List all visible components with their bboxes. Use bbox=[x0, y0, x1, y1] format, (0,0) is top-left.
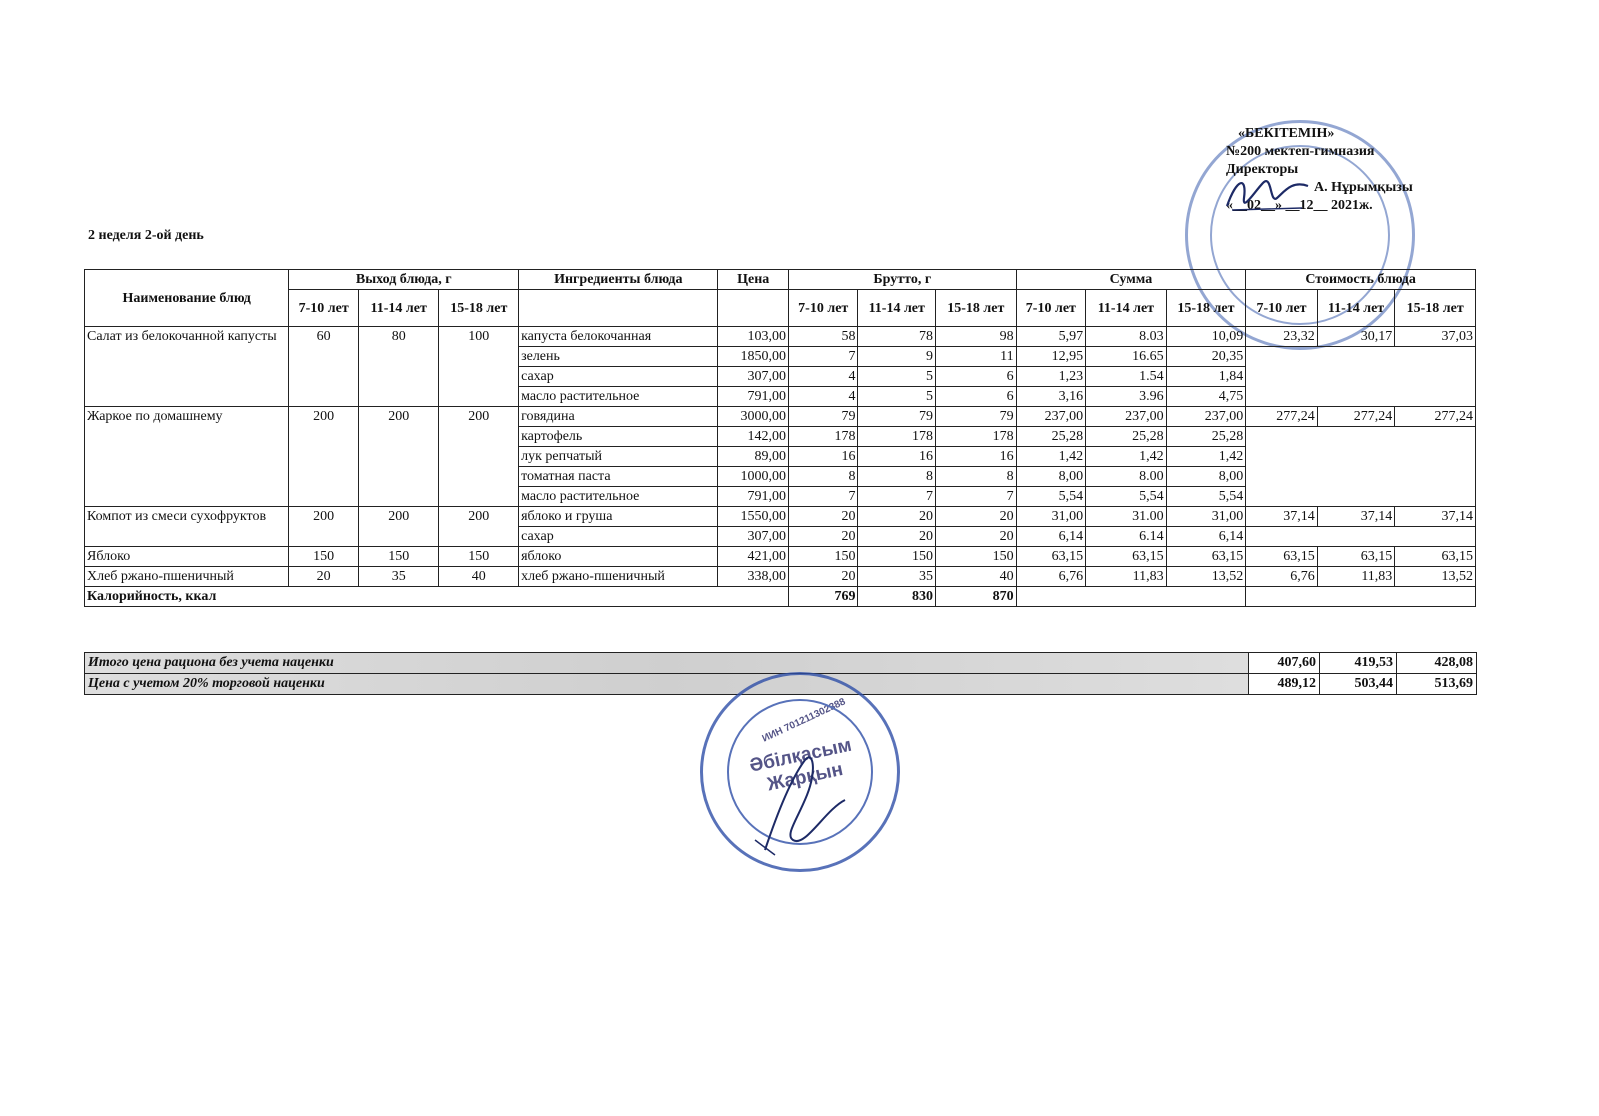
totals-value: 489,12 bbox=[1249, 674, 1320, 695]
ingredient-sum: 16.65 bbox=[1086, 347, 1167, 367]
ingredient-sum: 20,35 bbox=[1166, 347, 1246, 367]
dish-cost: 30,17 bbox=[1317, 327, 1395, 347]
ingredient-sum: 6.14 bbox=[1086, 527, 1167, 547]
ingredient-price: 142,00 bbox=[718, 427, 789, 447]
ingredient-name: сахар bbox=[519, 367, 718, 387]
ingredient-sum: 5,54 bbox=[1016, 487, 1085, 507]
ingredient-name: зелень bbox=[519, 347, 718, 367]
ingredient-brutto: 4 bbox=[788, 367, 857, 387]
ingredient-brutto: 9 bbox=[858, 347, 936, 367]
header-output-age2: 11-14 лет bbox=[358, 290, 439, 327]
dish-output: 60 bbox=[289, 327, 358, 407]
director-signature bbox=[1222, 168, 1312, 218]
ingredient-brutto: 20 bbox=[788, 507, 857, 527]
header-brutto-age3: 15-18 лет bbox=[936, 290, 1017, 327]
ingredient-brutto: 7 bbox=[788, 347, 857, 367]
dish-name: Яблоко bbox=[85, 547, 289, 567]
ingredient-brutto: 20 bbox=[788, 527, 857, 547]
ingredient-brutto: 5 bbox=[858, 367, 936, 387]
totals-value: 428,08 bbox=[1397, 653, 1477, 674]
ingredient-sum: 6,14 bbox=[1016, 527, 1085, 547]
header-dish: Наименование блюд bbox=[85, 270, 289, 327]
calories-label: Калорийность, ккал bbox=[85, 587, 789, 607]
ingredient-sum: 3.96 bbox=[1086, 387, 1167, 407]
header-ingredients-blank bbox=[519, 290, 718, 327]
ingredient-price: 1000,00 bbox=[718, 467, 789, 487]
calories-value: 769 bbox=[788, 587, 857, 607]
dish-output: 200 bbox=[439, 507, 519, 547]
ingredient-sum: 8.03 bbox=[1086, 327, 1167, 347]
ingredient-name: сахар bbox=[519, 527, 718, 547]
dish-output: 150 bbox=[358, 547, 439, 567]
ingredient-brutto: 79 bbox=[858, 407, 936, 427]
dish-name: Хлеб ржано-пшеничный bbox=[85, 567, 289, 587]
ingredient-name: томатная паста bbox=[519, 467, 718, 487]
totals-value: 503,44 bbox=[1320, 674, 1397, 695]
ingredient-brutto: 79 bbox=[788, 407, 857, 427]
ingredient-sum: 6,14 bbox=[1166, 527, 1246, 547]
ingredient-sum: 8,00 bbox=[1016, 467, 1085, 487]
table-row bbox=[85, 327, 1476, 347]
calories-value: 830 bbox=[858, 587, 936, 607]
ingredient-brutto: 20 bbox=[788, 567, 857, 587]
ingredient-brutto: 79 bbox=[936, 407, 1017, 427]
calories-value: 870 bbox=[936, 587, 1017, 607]
table-row bbox=[85, 507, 1476, 527]
dish-output: 80 bbox=[358, 327, 439, 407]
page-subtitle: 2 неделя 2-ой день bbox=[88, 228, 204, 243]
dish-output: 200 bbox=[439, 407, 519, 507]
ingredient-name: хлеб ржано-пшеничный bbox=[519, 567, 718, 587]
ingredient-price: 307,00 bbox=[718, 527, 789, 547]
ingredient-sum: 237,00 bbox=[1166, 407, 1246, 427]
ingredient-sum: 1,23 bbox=[1016, 367, 1085, 387]
dish-output: 40 bbox=[439, 567, 519, 587]
header-cost-age1: 7-10 лет bbox=[1246, 290, 1318, 327]
ingredient-price: 1550,00 bbox=[718, 507, 789, 527]
dish-cost-blank bbox=[1246, 347, 1476, 407]
dish-cost: 37,14 bbox=[1395, 507, 1476, 527]
ingredient-sum: 12,95 bbox=[1016, 347, 1085, 367]
calories-sum-blank bbox=[1016, 587, 1246, 607]
table-row bbox=[85, 407, 1476, 427]
ingredient-brutto: 20 bbox=[858, 507, 936, 527]
ingredient-sum: 8,00 bbox=[1166, 467, 1246, 487]
ingredient-brutto: 5 bbox=[858, 387, 936, 407]
header-brutto-age1: 7-10 лет bbox=[788, 290, 857, 327]
ingredient-brutto: 6 bbox=[936, 367, 1017, 387]
header-output-age3: 15-18 лет bbox=[439, 290, 519, 327]
ingredient-name: яблоко bbox=[519, 547, 718, 567]
ingredient-brutto: 98 bbox=[936, 327, 1017, 347]
approval-school: №200 мектеп-гимназия bbox=[1226, 144, 1375, 159]
header-sum: Сумма bbox=[1016, 270, 1246, 290]
dish-name: Компот из смеси сухофруктов bbox=[85, 507, 289, 547]
dish-cost: 6,76 bbox=[1246, 567, 1318, 587]
dish-output: 150 bbox=[439, 547, 519, 567]
header-sum-age3: 15-18 лет bbox=[1166, 290, 1246, 327]
dish-cost: 63,15 bbox=[1246, 547, 1318, 567]
stamp-iin: ИИН 701211302388 bbox=[760, 696, 848, 745]
dish-cost-blank bbox=[1246, 527, 1476, 547]
ingredient-brutto: 58 bbox=[788, 327, 857, 347]
ingredient-sum: 1,42 bbox=[1086, 447, 1167, 467]
ingredient-brutto: 7 bbox=[936, 487, 1017, 507]
header-row-1 bbox=[85, 270, 1476, 290]
ingredient-brutto: 4 bbox=[788, 387, 857, 407]
ingredient-name: капуста белокочанная bbox=[519, 327, 718, 347]
dish-output: 150 bbox=[289, 547, 358, 567]
ingredient-brutto: 78 bbox=[858, 327, 936, 347]
dish-cost-blank bbox=[1246, 427, 1476, 507]
ingredient-brutto: 16 bbox=[858, 447, 936, 467]
ingredient-name: картофель bbox=[519, 427, 718, 447]
ingredient-brutto: 6 bbox=[936, 387, 1017, 407]
ingredient-brutto: 11 bbox=[936, 347, 1017, 367]
header-ingredients: Ингредиенты блюда bbox=[519, 270, 718, 290]
ingredient-sum: 10,09 bbox=[1166, 327, 1246, 347]
dish-cost: 277,24 bbox=[1317, 407, 1395, 427]
ingredient-price: 307,00 bbox=[718, 367, 789, 387]
ingredient-sum: 63,15 bbox=[1166, 547, 1246, 567]
dish-cost: 37,14 bbox=[1246, 507, 1318, 527]
ingredient-name: масло растительное bbox=[519, 487, 718, 507]
ingredient-sum: 13,52 bbox=[1166, 567, 1246, 587]
header-cost-age2: 11-14 лет bbox=[1317, 290, 1395, 327]
ingredient-sum: 1.54 bbox=[1086, 367, 1167, 387]
ingredient-brutto: 178 bbox=[858, 427, 936, 447]
totals-value: 513,69 bbox=[1397, 674, 1477, 695]
ingredient-brutto: 8 bbox=[936, 467, 1017, 487]
ingredient-name: яблоко и груша bbox=[519, 507, 718, 527]
totals-value: 407,60 bbox=[1249, 653, 1320, 674]
dish-cost: 63,15 bbox=[1395, 547, 1476, 567]
approval-date: «__02__» __12__ 2021ж. bbox=[1226, 198, 1373, 213]
ingredient-sum: 25,28 bbox=[1016, 427, 1085, 447]
ingredient-sum: 31,00 bbox=[1016, 507, 1085, 527]
ingredient-price: 89,00 bbox=[718, 447, 789, 467]
dish-output: 200 bbox=[289, 407, 358, 507]
ingredient-name: лук репчатый bbox=[519, 447, 718, 467]
ingredient-sum: 8.00 bbox=[1086, 467, 1167, 487]
header-cost: Стоимость блюда bbox=[1246, 270, 1476, 290]
totals-row bbox=[85, 653, 1477, 674]
approval-position: Директоры bbox=[1226, 162, 1299, 177]
dish-name: Салат из белокочанной капусты bbox=[85, 327, 289, 407]
table-row bbox=[85, 567, 1476, 587]
dish-cost: 63,15 bbox=[1317, 547, 1395, 567]
approval-title: «БЕКІТЕМІН» bbox=[1238, 126, 1335, 141]
dish-output: 200 bbox=[358, 407, 439, 507]
header-brutto: Брутто, г bbox=[788, 270, 1016, 290]
ingredient-name: говядина bbox=[519, 407, 718, 427]
ingredient-sum: 1,84 bbox=[1166, 367, 1246, 387]
entrepreneur-signature bbox=[735, 740, 875, 860]
header-output: Выход блюда, г bbox=[289, 270, 519, 290]
table-body bbox=[85, 327, 1476, 607]
header-sum-age1: 7-10 лет bbox=[1016, 290, 1085, 327]
calories-row bbox=[85, 587, 1476, 607]
ingredient-price: 103,00 bbox=[718, 327, 789, 347]
dish-cost: 277,24 bbox=[1246, 407, 1318, 427]
ingredient-price: 1850,00 bbox=[718, 347, 789, 367]
ingredient-price: 3000,00 bbox=[718, 407, 789, 427]
dish-cost: 11,83 bbox=[1317, 567, 1395, 587]
ingredient-sum: 31.00 bbox=[1086, 507, 1167, 527]
ingredient-sum: 237,00 bbox=[1016, 407, 1085, 427]
header-output-age1: 7-10 лет bbox=[289, 290, 358, 327]
ingredient-price: 791,00 bbox=[718, 387, 789, 407]
ingredient-sum: 25,28 bbox=[1086, 427, 1167, 447]
ingredient-brutto: 20 bbox=[936, 507, 1017, 527]
dish-output: 100 bbox=[439, 327, 519, 407]
totals-value: 419,53 bbox=[1320, 653, 1397, 674]
ingredient-price: 421,00 bbox=[718, 547, 789, 567]
ingredient-sum: 25,28 bbox=[1166, 427, 1246, 447]
calories-cost-blank bbox=[1246, 587, 1476, 607]
ingredient-brutto: 150 bbox=[858, 547, 936, 567]
ingredient-price: 791,00 bbox=[718, 487, 789, 507]
header-brutto-age2: 11-14 лет bbox=[858, 290, 936, 327]
dish-cost: 37,14 bbox=[1317, 507, 1395, 527]
dish-output: 200 bbox=[289, 507, 358, 547]
ingredient-brutto: 178 bbox=[788, 427, 857, 447]
ingredient-price: 338,00 bbox=[718, 567, 789, 587]
dish-cost: 37,03 bbox=[1395, 327, 1476, 347]
ingredient-sum: 63,15 bbox=[1016, 547, 1085, 567]
menu-table bbox=[84, 269, 1476, 607]
approval-director: А. Нұрымқызы bbox=[1314, 180, 1413, 195]
ingredient-brutto: 8 bbox=[858, 467, 936, 487]
ingredient-sum: 11,83 bbox=[1086, 567, 1167, 587]
ingredient-sum: 31,00 bbox=[1166, 507, 1246, 527]
header-cost-age3: 15-18 лет bbox=[1395, 290, 1476, 327]
dish-cost: 13,52 bbox=[1395, 567, 1476, 587]
dish-cost: 23,32 bbox=[1246, 327, 1318, 347]
ingredient-sum: 6,76 bbox=[1016, 567, 1085, 587]
ingredient-brutto: 7 bbox=[858, 487, 936, 507]
ingredient-brutto: 20 bbox=[936, 527, 1017, 547]
ingredient-name: масло растительное bbox=[519, 387, 718, 407]
ingredient-sum: 237,00 bbox=[1086, 407, 1167, 427]
ingredient-brutto: 16 bbox=[788, 447, 857, 467]
header-price: Цена bbox=[718, 270, 789, 290]
ingredient-sum: 5,54 bbox=[1166, 487, 1246, 507]
ingredient-sum: 3,16 bbox=[1016, 387, 1085, 407]
dish-cost: 277,24 bbox=[1395, 407, 1476, 427]
ingredient-brutto: 150 bbox=[788, 547, 857, 567]
ingredient-brutto: 20 bbox=[858, 527, 936, 547]
ingredient-brutto: 7 bbox=[788, 487, 857, 507]
ingredient-sum: 4,75 bbox=[1166, 387, 1246, 407]
dish-output: 20 bbox=[289, 567, 358, 587]
ingredient-sum: 5,97 bbox=[1016, 327, 1085, 347]
totals-label: Итого цена рациона без учета наценки bbox=[85, 653, 1249, 674]
ingredient-brutto: 16 bbox=[936, 447, 1017, 467]
dish-output: 200 bbox=[358, 507, 439, 547]
ingredient-brutto: 150 bbox=[936, 547, 1017, 567]
ingredient-brutto: 35 bbox=[858, 567, 936, 587]
table-header bbox=[85, 270, 1476, 327]
ingredient-brutto: 40 bbox=[936, 567, 1017, 587]
ingredient-sum: 1,42 bbox=[1016, 447, 1085, 467]
ingredient-sum: 1,42 bbox=[1166, 447, 1246, 467]
stamp-name: Әбілқасым Жарқын bbox=[747, 734, 854, 796]
dish-output: 35 bbox=[358, 567, 439, 587]
totals-label: Цена с учетом 20% торговой наценки bbox=[85, 674, 1249, 695]
header-row-2 bbox=[85, 290, 1476, 327]
ingredient-sum: 63,15 bbox=[1086, 547, 1167, 567]
table-row bbox=[85, 547, 1476, 567]
dish-name: Жаркое по домашнему bbox=[85, 407, 289, 507]
ingredient-brutto: 178 bbox=[936, 427, 1017, 447]
header-sum-age2: 11-14 лет bbox=[1086, 290, 1167, 327]
header-price-blank bbox=[718, 290, 789, 327]
ingredient-brutto: 8 bbox=[788, 467, 857, 487]
ingredient-sum: 5,54 bbox=[1086, 487, 1167, 507]
